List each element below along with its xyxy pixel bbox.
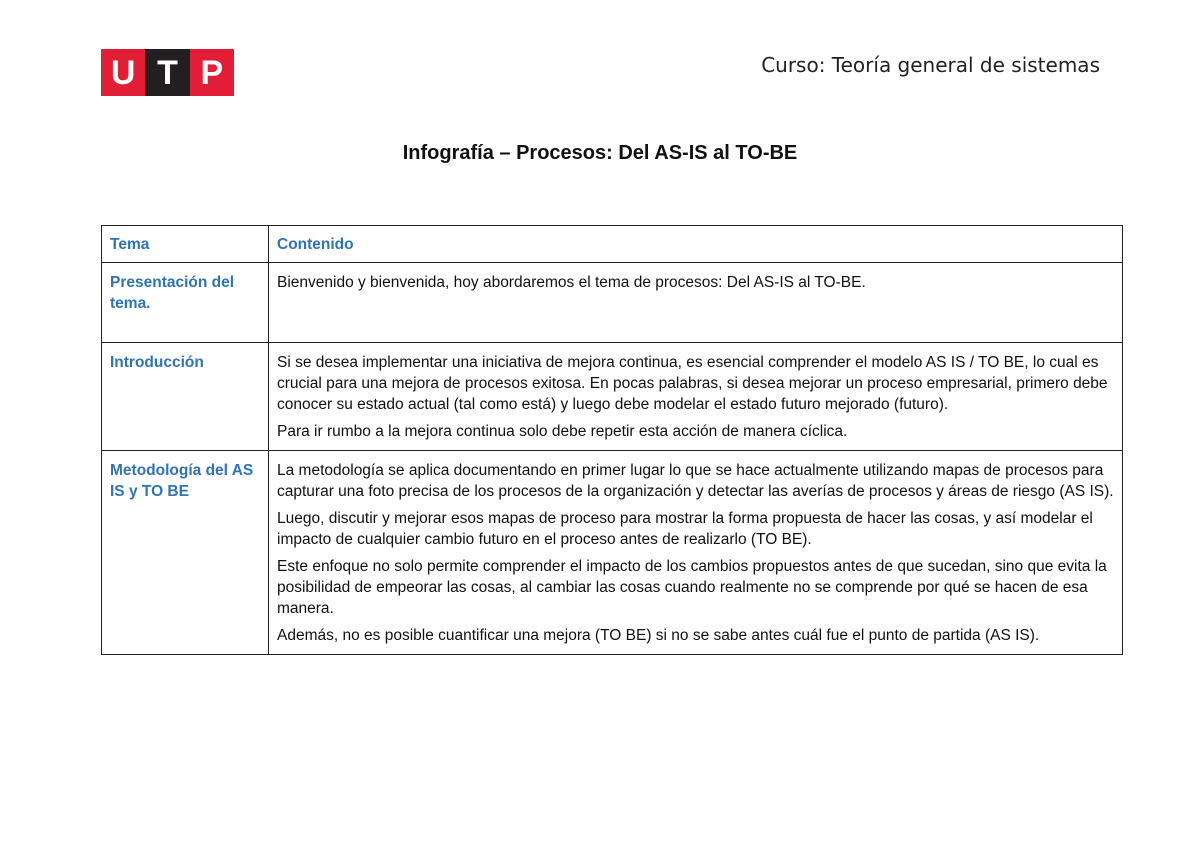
row-tema: Presentación del tema. [102,263,269,343]
logo-letter-t: T [145,49,189,96]
utp-logo [101,49,234,96]
logo-letter-u: U [101,49,145,96]
document-title: Infografía – Procesos: Del AS-IS al TO-BE [402,142,798,164]
row-tema: Metodología del AS IS y TO BE [102,451,269,655]
content-table [101,225,1123,655]
header-contenido: Contenido [269,226,1123,263]
content-paragraph: Este enfoque no solo permite comprender el impacto de los cambios propuestos antes de que sucedan, sino que evita la posibilidad de empeorar las cosas, al cambiar las cosas cuando realmente no se comprende por qué se hacen de esa manera. [277,558,1107,617]
content-paragraph: Para ir rumbo a la mejora continua solo debe repetir esta acción de manera cíclica. [277,423,848,440]
row-contenido [269,343,1123,451]
table-row [102,343,1123,451]
content-paragraph: Bienvenido y bienvenida, hoy abordaremos el tema de procesos: Del AS-IS al TO-BE. [277,274,866,291]
content-paragraph: Luego, discutir y mejorar esos mapas de proceso para mostrar la forma propuesta de hacer las cosas, y así modelar el impacto de cualquier cambio futuro en el proceso antes de realizarlo (TO BE). [277,510,1093,548]
row-contenido [269,451,1123,655]
logo-letter-p: P [190,49,234,96]
table-row [102,451,1123,655]
content-paragraph: Además, no es posible cuantificar una mejora (TO BE) si no se sabe antes cuál fue el punto de partida (AS IS). [277,627,1040,644]
table-header-row [102,226,1123,263]
course-name: Curso: Teoría general de sistemas [761,53,1100,77]
content-paragraph: La metodología se aplica documentando en primer lugar lo que se hace actualmente utilizando mapas de procesos para capturar una foto precisa de los procesos de la organización y detectar las averías de procesos y áreas de riesgo (AS IS). [277,462,1114,500]
table-row [102,263,1123,343]
row-contenido [269,263,1123,343]
content-paragraph: Si se desea implementar una iniciativa de mejora continua, es esencial comprender el modelo AS IS / TO BE, lo cual es crucial para una mejora de procesos exitosa. En pocas palabras, si desea mejorar un proceso empresarial, primero debe conocer su estado actual (tal como está) y luego debe modelar el estado futuro mejorado (futuro). [277,354,1108,413]
row-tema: Introducción [102,343,269,451]
header-tema: Tema [102,226,269,263]
